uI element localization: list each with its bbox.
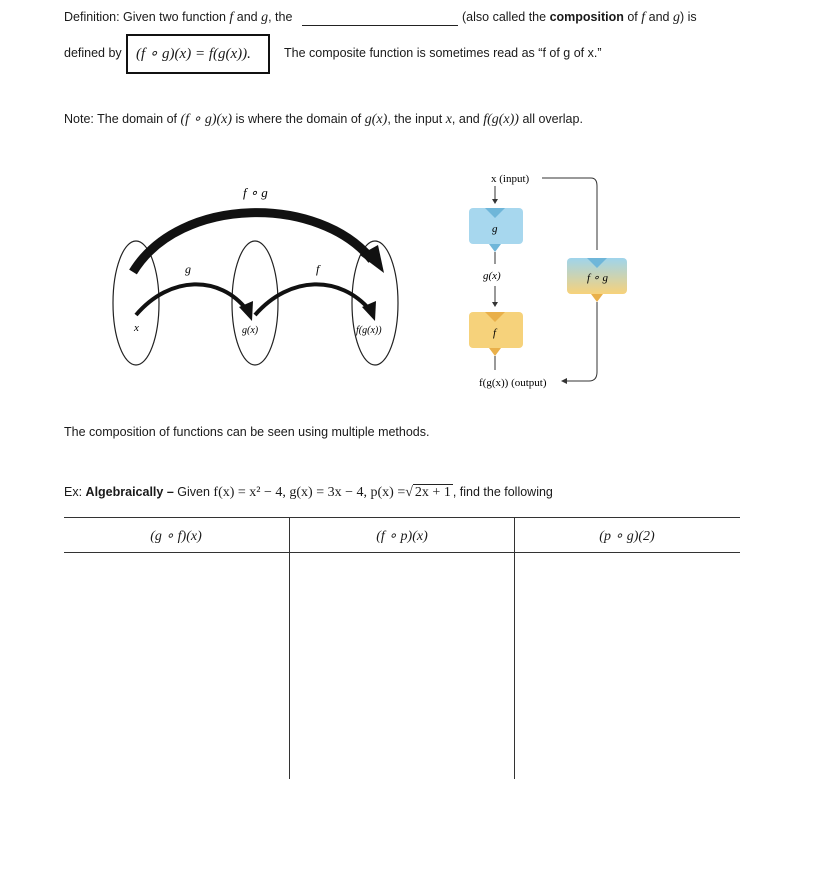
input-label: x (input)	[491, 173, 530, 185]
domain-note: Note: The domain of (f ∘ g)(x) is where the domain of g(x), the input x, and f(g(x)) all overlap.	[64, 112, 583, 127]
loop-curve-bottom	[567, 302, 597, 381]
fgx-element: f(g(x))	[356, 325, 382, 336]
g-machine-outlet	[489, 244, 501, 252]
read-as-text: The composite function is sometimes read as “f of g of x.”	[284, 46, 602, 60]
f-label: f	[316, 262, 320, 276]
g-label: g	[185, 262, 191, 276]
gx-down-arrowhead	[492, 302, 498, 307]
input-arrowhead	[492, 199, 498, 204]
table-header-f-of-p: (f ∘ p)(x)	[376, 529, 428, 544]
methods-text: The composition of functions can be seen using multiple methods.	[64, 425, 430, 439]
g-machine-label: g	[492, 223, 498, 235]
table-header-p-of-g: (p ∘ g)(2)	[599, 529, 655, 544]
function-machine-diagram	[455, 168, 635, 398]
fill-in-blank[interactable]	[302, 25, 458, 26]
output-label: f(g(x)) (output)	[479, 377, 547, 389]
defined-by-label: defined by	[64, 46, 122, 60]
answer-cell-f-of-p[interactable]	[290, 553, 514, 779]
f-machine-outlet	[489, 348, 501, 356]
definition-also-called: (also called the composition of f and g) is	[462, 10, 697, 25]
g-arrow	[136, 284, 247, 315]
table-header-g-of-f: (g ∘ f)(x)	[150, 529, 202, 544]
fog-arrow	[133, 213, 372, 272]
example-line: Ex: Algebraically – Given f(x) = x² − 4, g(x) = 3x − 4, p(x) =√ 2x + 1 , find the following	[64, 485, 553, 500]
fog-machine-label: f ∘ g	[587, 272, 608, 284]
answer-cell-p-of-g[interactable]	[515, 553, 740, 779]
definition-line-1: Definition: Given two function f and g, the	[64, 10, 293, 25]
composition-formula: (f ∘ g)(x) = f(g(x)).	[136, 46, 251, 62]
composition-mapping-diagram	[100, 175, 420, 375]
answer-cell-g-of-f[interactable]	[64, 553, 289, 779]
gx-label: g(x)	[483, 270, 501, 282]
gx-element: g(x)	[242, 325, 259, 336]
fog-label: f ∘ g	[243, 185, 268, 200]
domain-x-ellipse	[113, 241, 159, 365]
fog-outlet	[591, 294, 603, 302]
table-top-border	[64, 517, 740, 518]
loop-curve-top	[591, 178, 597, 250]
output-arrowhead	[561, 378, 567, 384]
f-machine-label: f	[493, 327, 497, 339]
x-element: x	[134, 322, 139, 334]
